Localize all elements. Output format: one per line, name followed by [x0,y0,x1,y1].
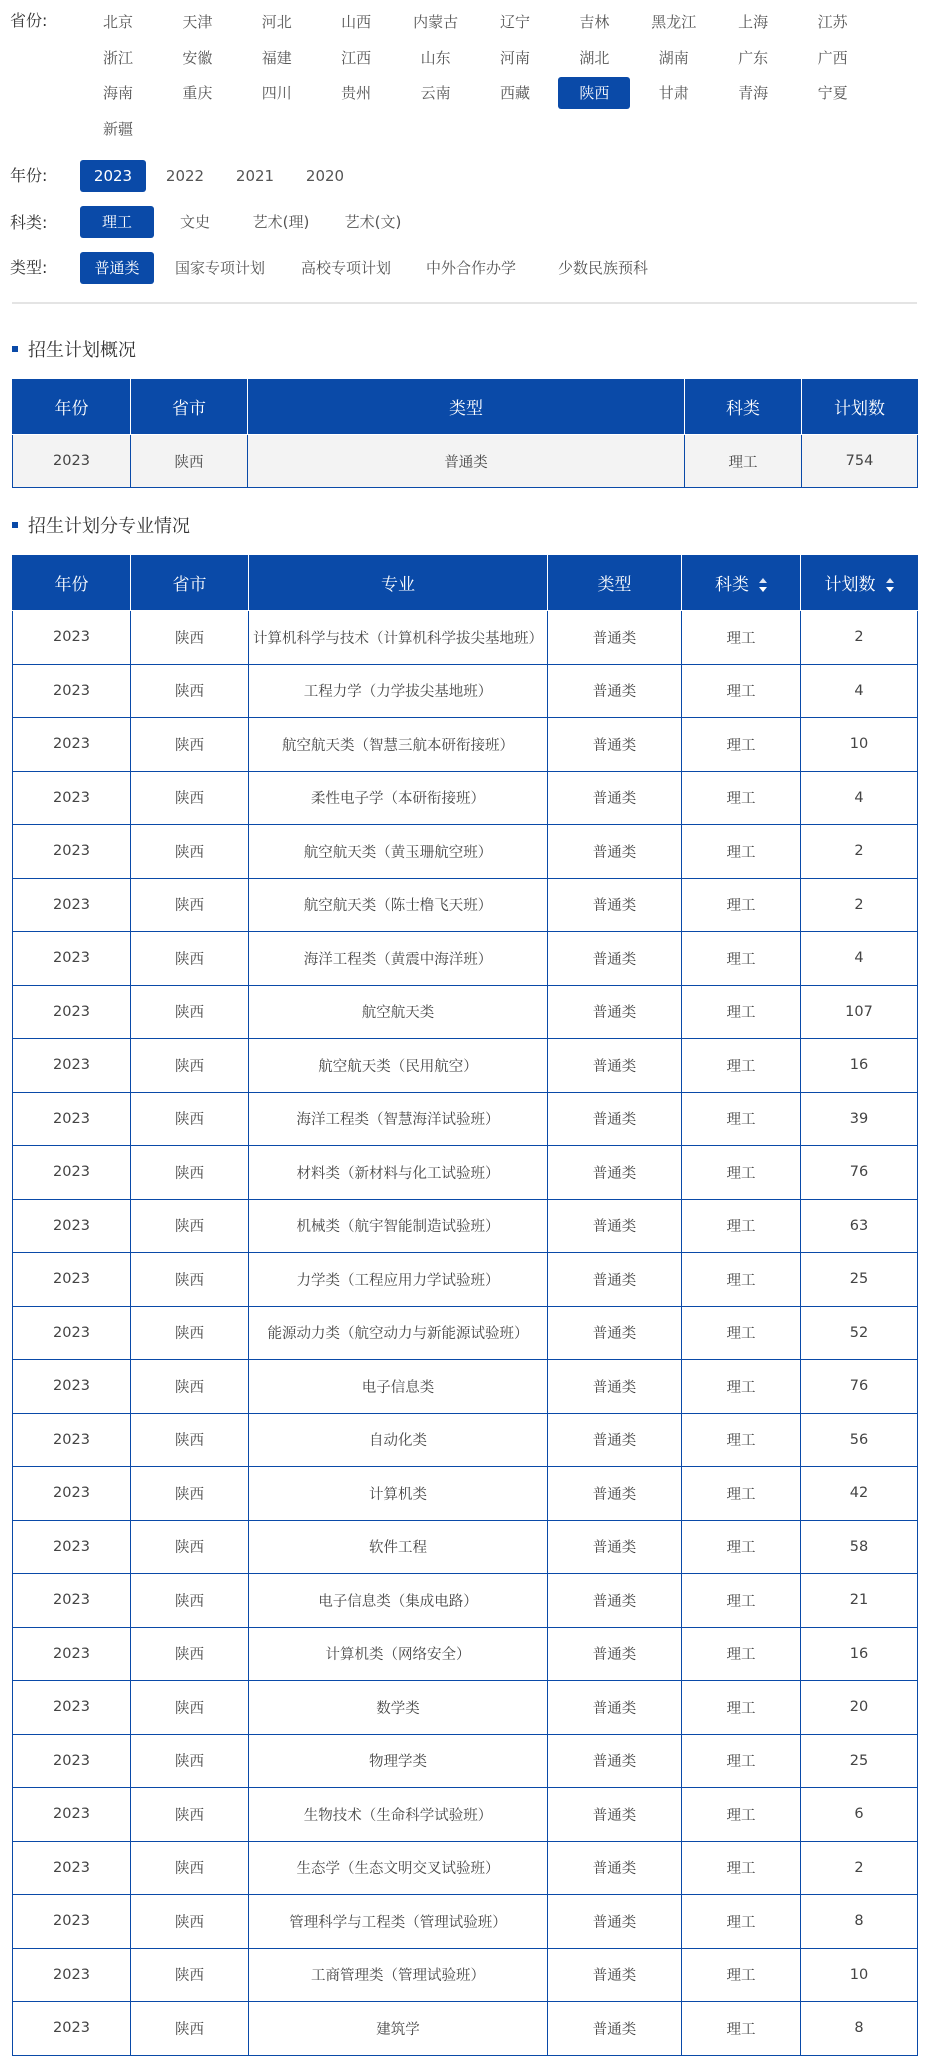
column-header-label: 科类 [726,399,760,419]
table-row [13,611,918,665]
table-cell: 陕西 [131,1360,249,1414]
type-filter-label: 类型: [10,258,48,277]
column-header [802,379,918,435]
table-cell: 普通类 [548,1520,682,1574]
table-row [13,1841,918,1895]
table-cell: 航空航天类（民用航空） [249,1039,548,1093]
province-option[interactable]: 云南 [420,84,451,102]
table-cell: 普通类 [548,1146,682,1200]
column-header-label: 计划数 [824,575,876,595]
table-row [13,1306,918,1360]
type-option[interactable]: 少数民族预科 [557,259,648,277]
column-header-label: 计划数 [834,399,885,419]
table-cell: 海洋工程类（智慧海洋试验班） [249,1092,548,1146]
column-header-label: 年份 [54,399,89,419]
table-cell: 76 [801,1146,918,1200]
table-cell: 普通类 [548,1627,682,1681]
province-option[interactable]: 福建 [261,48,292,67]
table-cell: 陕西 [131,435,248,488]
province-option[interactable]: 湖南 [658,48,689,67]
table-cell: 2023 [13,2002,131,2056]
province-option[interactable]: 江西 [341,48,372,67]
table-cell: 2023 [13,1895,131,1949]
table-cell: 2023 [13,878,131,932]
table-cell: 陕西 [131,718,249,772]
province-option[interactable]: 贵州 [341,84,372,102]
table-cell: 陕西 [131,611,249,665]
year-option[interactable]: 2023 [80,160,146,192]
table-cell: 软件工程 [249,1520,548,1574]
table-row [13,1627,918,1681]
table-cell: 2 [801,878,918,932]
table-row [13,1734,918,1788]
table-cell: 2023 [13,1948,131,2002]
subject-option[interactable]: 文史 [179,213,210,231]
province-option[interactable]: 辽宁 [499,13,530,31]
table-cell: 陕西 [131,932,249,986]
table-cell: 2023 [13,1199,131,1253]
table-cell: 2023 [13,1788,131,1842]
table-row [13,1574,918,1628]
year-option[interactable]: 2021 [235,167,275,185]
column-header [131,555,249,611]
table-cell: 力学类（工程应用力学试验班） [249,1253,548,1307]
table-cell: 2023 [13,435,131,488]
column-header [13,555,131,611]
summary-table [12,379,918,488]
table-cell: 理工 [682,1199,801,1253]
province-option[interactable]: 天津 [182,13,213,31]
table-cell: 4 [801,664,918,718]
province-option[interactable]: 浙江 [102,48,133,67]
table-row [13,1092,918,1146]
summary-title-text: 招生计划概况 [28,340,136,361]
province-option[interactable]: 上海 [738,13,769,31]
table-cell: 陕西 [131,1520,249,1574]
province-option[interactable]: 内蒙古 [413,13,459,31]
table-cell: 2023 [13,1146,131,1200]
table-cell: 材料类（新材料与化工试验班） [249,1146,548,1200]
table-cell: 21 [801,1574,918,1628]
table-cell: 2023 [13,932,131,986]
column-header[interactable] [801,555,918,611]
year-option[interactable]: 2022 [165,167,205,185]
table-row [13,435,918,488]
table-cell: 普通类 [548,1253,682,1307]
table-cell: 普通类 [548,1574,682,1628]
column-header[interactable] [682,555,801,611]
table-cell: 普通类 [548,1948,682,2002]
table-cell: 25 [801,1253,918,1307]
table-row [13,1948,918,2002]
year-option[interactable]: 2020 [305,167,345,185]
table-cell: 理工 [682,1841,801,1895]
table-cell: 4 [801,932,918,986]
detail-section-title [12,512,190,538]
table-cell: 2023 [13,1306,131,1360]
table-cell: 柔性电子学（本研衔接班） [249,771,548,825]
type-option[interactable]: 中外合作办学 [425,259,516,277]
table-cell: 理工 [682,1948,801,2002]
table-cell: 2023 [13,985,131,1039]
table-cell: 理工 [682,1253,801,1307]
table-cell: 2023 [13,1520,131,1574]
filter-divider [12,302,917,304]
table-cell: 理工 [682,1360,801,1414]
table-cell: 陕西 [131,771,249,825]
table-cell: 2023 [13,1092,131,1146]
table-cell: 工程力学（力学拔尖基地班） [249,664,548,718]
table-cell: 航空航天类（陈士橹飞天班） [249,878,548,932]
table-row [13,1039,918,1093]
table-cell: 陕西 [131,1627,249,1681]
table-row [13,1253,918,1307]
table-cell: 39 [801,1092,918,1146]
province-option[interactable]: 四川 [261,84,292,102]
table-cell: 陕西 [131,878,249,932]
sort-icon[interactable] [886,578,894,592]
table-cell: 理工 [682,825,801,879]
table-cell: 理工 [682,1146,801,1200]
table-cell: 理工 [682,664,801,718]
table-cell: 2023 [13,611,131,665]
table-cell: 20 [801,1681,918,1735]
table-row [13,1788,918,1842]
table-row [13,771,918,825]
table-cell: 2023 [13,1574,131,1628]
province-option[interactable]: 河北 [261,13,292,31]
table-cell: 56 [801,1413,918,1467]
table-cell: 生态学（生态文明交叉试验班） [249,1841,548,1895]
table-cell: 2023 [13,825,131,879]
table-cell: 4 [801,771,918,825]
province-option[interactable]: 西藏 [499,84,530,102]
subject-option[interactable]: 艺术(理) [252,213,310,231]
table-cell: 普通类 [548,825,682,879]
table-row [13,1467,918,1521]
table-cell: 理工 [682,718,801,772]
column-header-label: 省市 [172,575,207,595]
table-cell: 陕西 [131,1841,249,1895]
province-option[interactable]: 陕西 [558,77,630,109]
table-cell: 陕西 [131,1788,249,1842]
table-cell: 6 [801,1788,918,1842]
table-cell: 生物技术（生命科学试验班） [249,1788,548,1842]
table-cell: 58 [801,1520,918,1574]
table-cell: 陕西 [131,2002,249,2056]
table-cell: 能源动力类（航空动力与新能源试验班） [249,1306,548,1360]
type-option[interactable]: 普通类 [80,252,154,284]
column-header-label: 省市 [172,399,206,419]
table-cell: 理工 [685,435,802,488]
province-option[interactable]: 湖北 [579,48,610,67]
table-cell: 107 [801,985,918,1039]
table-cell: 2023 [13,718,131,772]
column-header-label: 年份 [54,575,89,595]
table-cell: 航空航天类 [249,985,548,1039]
table-cell: 2023 [13,1841,131,1895]
table-cell: 陕西 [131,1146,249,1200]
table-cell: 754 [802,435,918,488]
table-cell: 普通类 [548,611,682,665]
table-cell: 2023 [13,664,131,718]
table-row [13,664,918,718]
table-cell: 建筑学 [249,2002,548,2056]
table-cell: 2023 [13,771,131,825]
table-cell: 普通类 [548,985,682,1039]
table-cell: 管理科学与工程类（管理试验班） [249,1895,548,1949]
table-cell: 理工 [682,932,801,986]
province-option[interactable]: 北京 [102,13,133,31]
table-cell: 16 [801,1039,918,1093]
table-cell: 陕西 [131,1734,249,1788]
table-cell: 普通类 [548,1895,682,1949]
province-option[interactable]: 河南 [499,48,530,67]
table-cell: 电子信息类（集成电路） [249,1574,548,1628]
table-row [13,1895,918,1949]
table-cell: 8 [801,1895,918,1949]
province-option[interactable]: 宁夏 [817,84,848,102]
table-cell: 陕西 [131,825,249,879]
table-row [13,1360,918,1414]
sort-icon[interactable] [759,578,767,592]
table-cell: 计算机科学与技术（计算机科学拔尖基地班） [249,611,548,665]
table-cell: 理工 [682,611,801,665]
table-cell: 陕西 [131,1681,249,1735]
table-cell: 普通类 [548,1199,682,1253]
table-cell: 海洋工程类（黄震中海洋班） [249,932,548,986]
table-row [13,1520,918,1574]
table-row [13,1146,918,1200]
table-cell: 52 [801,1306,918,1360]
table-row [13,1413,918,1467]
table-cell: 16 [801,1627,918,1681]
table-cell: 2023 [13,1039,131,1093]
table-cell: 76 [801,1360,918,1414]
table-cell: 理工 [682,1788,801,1842]
table-cell: 普通类 [548,1734,682,1788]
table-row [13,2002,918,2056]
table-cell: 理工 [682,1306,801,1360]
province-filter-label: 省份: [10,11,48,30]
table-cell: 普通类 [548,1681,682,1735]
table-cell: 陕西 [131,1467,249,1521]
table-cell: 10 [801,718,918,772]
table-cell: 2023 [13,1253,131,1307]
table-cell: 理工 [682,1520,801,1574]
table-cell: 理工 [682,1092,801,1146]
table-cell: 理工 [682,2002,801,2056]
table-cell: 理工 [682,985,801,1039]
table-cell: 2023 [13,1467,131,1521]
province-option[interactable]: 海南 [102,84,133,102]
table-cell: 普通类 [548,1306,682,1360]
table-cell: 63 [801,1199,918,1253]
table-cell: 自动化类 [249,1413,548,1467]
table-cell: 25 [801,1734,918,1788]
table-cell: 计算机类 [249,1467,548,1521]
table-cell: 普通类 [548,664,682,718]
table-cell: 2 [801,611,918,665]
table-cell: 电子信息类 [249,1360,548,1414]
table-cell: 理工 [682,1895,801,1949]
table-cell: 2023 [13,1681,131,1735]
subject-option[interactable]: 艺术(文) [344,213,402,231]
table-cell: 2023 [13,1360,131,1414]
column-header [685,379,802,435]
province-option[interactable]: 甘肃 [658,84,689,102]
table-cell: 2023 [13,1413,131,1467]
table-cell: 2023 [13,1627,131,1681]
column-header [13,379,131,435]
detail-title-text: 招生计划分专业情况 [28,516,190,537]
table-cell: 2023 [13,1734,131,1788]
table-cell: 陕西 [131,1574,249,1628]
table-cell: 陕西 [131,1306,249,1360]
table-row [13,878,918,932]
province-option[interactable]: 新疆 [102,119,133,138]
detail-table [12,555,918,2056]
table-cell: 2 [801,1841,918,1895]
type-option[interactable]: 国家专项计划 [174,259,265,277]
section-bullet-icon [12,346,18,352]
table-cell: 普通类 [548,1788,682,1842]
table-cell: 陕西 [131,1253,249,1307]
table-cell: 理工 [682,1039,801,1093]
type-option[interactable]: 高校专项计划 [300,259,391,277]
table-cell: 数学类 [249,1681,548,1735]
province-option[interactable]: 广西 [817,48,848,67]
year-filter-label: 年份: [10,166,48,185]
province-option[interactable]: 吉林 [579,13,610,31]
table-cell: 陕西 [131,1092,249,1146]
province-option[interactable]: 黑龙江 [651,13,697,31]
table-cell: 陕西 [131,1948,249,2002]
column-header [249,555,548,611]
province-option[interactable]: 广东 [738,48,769,67]
section-bullet-icon [12,522,18,528]
table-cell: 理工 [682,1681,801,1735]
table-cell: 10 [801,1948,918,2002]
table-cell: 2 [801,825,918,879]
table-row [13,1199,918,1253]
table-cell: 普通类 [548,1413,682,1467]
column-header [248,379,685,435]
subject-option[interactable]: 理工 [80,206,154,238]
province-option[interactable]: 山东 [420,48,451,67]
table-cell: 普通类 [548,2002,682,2056]
column-header-label: 类型 [449,399,483,419]
table-cell: 航空航天类（智慧三航本研衔接班） [249,718,548,772]
column-header [548,555,682,611]
table-cell: 普通类 [248,435,685,488]
table-cell: 普通类 [548,1092,682,1146]
table-cell: 普通类 [548,1841,682,1895]
table-cell: 物理学类 [249,1734,548,1788]
table-cell: 理工 [682,878,801,932]
province-option[interactable]: 江苏 [817,13,848,31]
table-cell: 陕西 [131,1199,249,1253]
table-row [13,825,918,879]
table-row [13,718,918,772]
table-cell: 工商管理类（管理试验班） [249,1948,548,2002]
table-cell: 普通类 [548,771,682,825]
table-cell: 陕西 [131,1413,249,1467]
table-cell: 8 [801,2002,918,2056]
table-cell: 普通类 [548,1039,682,1093]
table-cell: 普通类 [548,1360,682,1414]
table-cell: 陕西 [131,664,249,718]
table-cell: 理工 [682,1627,801,1681]
table-cell: 理工 [682,1467,801,1521]
summary-section-title [12,336,136,362]
column-header-label: 类型 [597,575,632,595]
table-row [13,932,918,986]
subject-filter-label: 科类: [10,213,48,232]
table-cell: 陕西 [131,1039,249,1093]
table-cell: 42 [801,1467,918,1521]
province-option[interactable]: 山西 [341,13,372,31]
table-cell: 理工 [682,1413,801,1467]
column-header [131,379,248,435]
table-cell: 理工 [682,1574,801,1628]
table-row [13,1681,918,1735]
table-cell: 计算机类（网络安全） [249,1627,548,1681]
province-option[interactable]: 重庆 [182,84,213,102]
column-header-label: 科类 [715,575,749,595]
table-cell: 陕西 [131,1895,249,1949]
table-cell: 普通类 [548,932,682,986]
table-row [13,985,918,1039]
table-cell: 普通类 [548,718,682,772]
table-cell: 理工 [682,1734,801,1788]
table-cell: 普通类 [548,878,682,932]
table-cell: 理工 [682,771,801,825]
province-option[interactable]: 青海 [738,84,769,102]
table-cell: 机械类（航宇智能制造试验班） [249,1199,548,1253]
table-cell: 航空航天类（黄玉珊航空班） [249,825,548,879]
province-option[interactable]: 安徽 [182,48,213,67]
column-header-label: 专业 [381,575,415,595]
table-cell: 陕西 [131,985,249,1039]
table-cell: 普通类 [548,1467,682,1521]
